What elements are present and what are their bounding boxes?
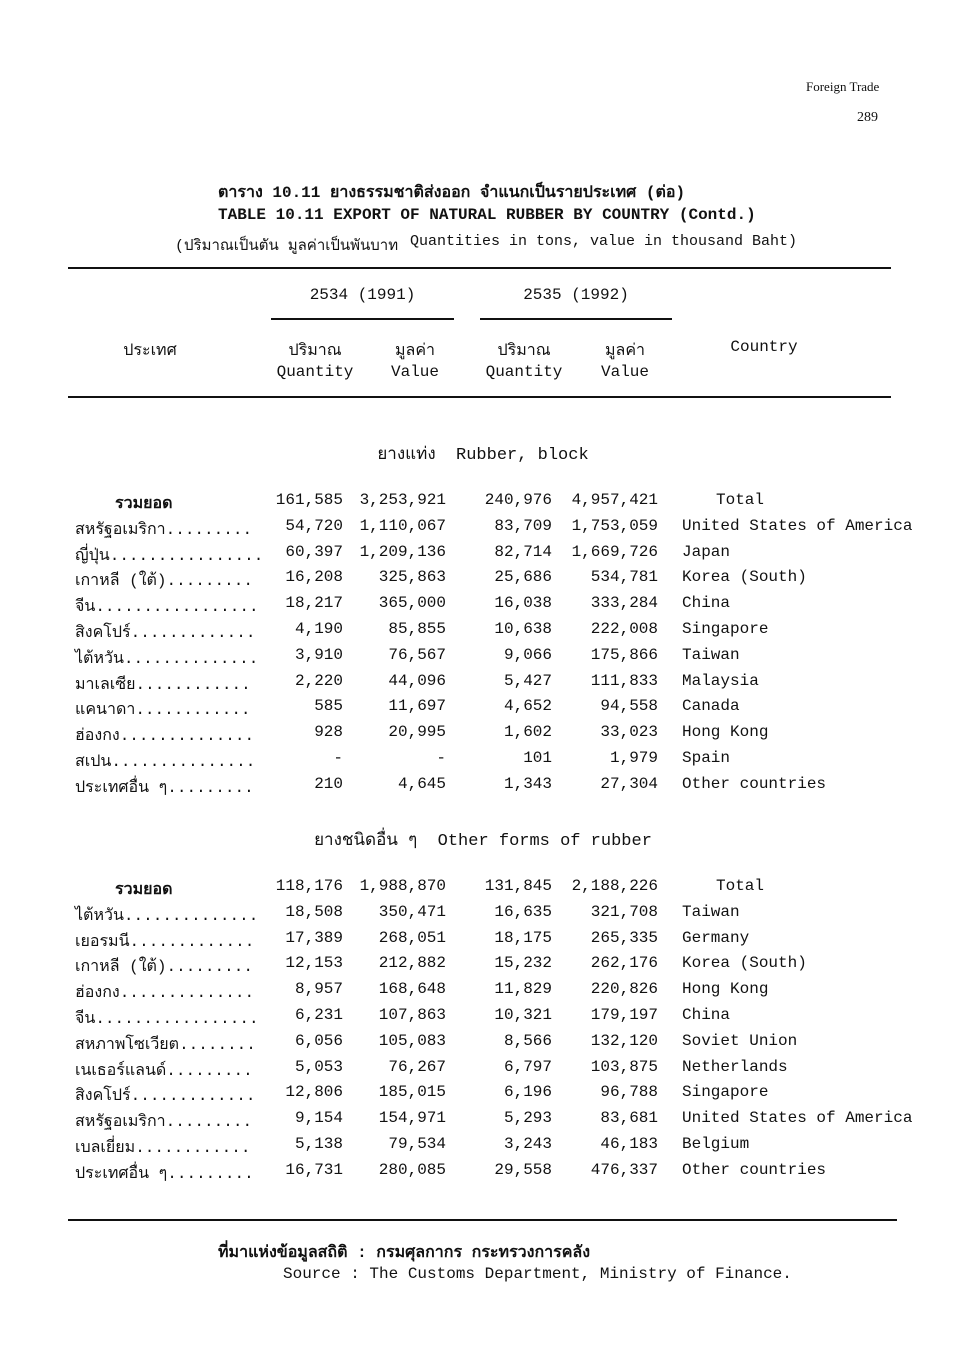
quantity-1992-cell: 3,243	[503, 1135, 552, 1153]
country-thai-cell: ประเทศอื่น ๆ.........	[75, 778, 254, 797]
country-thai-cell: เบลเยี่ยม............	[75, 1139, 251, 1157]
value-1992-cell: 94,558	[600, 697, 658, 716]
quantity-1991-cell: 12,153	[285, 954, 343, 973]
country-en-cell: China	[682, 1006, 731, 1024]
quantity-1992-cell: 240,976	[484, 491, 552, 509]
value-1991-cell: 280,085	[378, 1160, 446, 1179]
quantity-1992-cell: 5,427	[503, 671, 552, 690]
table-row	[0, 491, 966, 517]
country-en-cell: Germany	[682, 928, 750, 947]
table-row	[0, 620, 966, 646]
value-1991-cell: 4,645	[397, 774, 446, 793]
section-title-en: Other forms of rubber	[437, 832, 652, 851]
value-1991-cell: 1,209,136	[359, 542, 446, 561]
quantity-1991-cell: -	[333, 749, 343, 767]
country-thai-cell: รวมยอด	[115, 495, 173, 513]
units-thai: (ปริมาณเป็นตัน มูลค่าเป็นพันบาท	[175, 238, 399, 255]
value-1991-cell: 20,995	[388, 723, 446, 742]
country-thai-cell: ฮ่องกง..............	[75, 727, 255, 746]
country-en-cell: Taiwan	[682, 645, 740, 664]
value-1992-cell: 321,708	[590, 902, 658, 921]
table-row	[0, 749, 966, 775]
table-row	[0, 646, 966, 672]
value-header-thai-1: มูลค่า	[394, 342, 436, 360]
quantity-1992-cell: 29,558	[494, 1160, 552, 1179]
country-en-cell: Hong Kong	[682, 723, 769, 742]
value-1992-cell: 1,753,059	[571, 516, 658, 535]
quantity-1991-cell: 18,508	[285, 902, 343, 921]
value-1992-cell: 46,183	[600, 1135, 658, 1153]
country-en-cell: United States of America	[682, 516, 913, 535]
value-header-en-1: Value	[390, 363, 439, 381]
table-row	[0, 672, 966, 698]
table-row	[0, 929, 966, 955]
country-thai-cell: จีน.................	[75, 598, 259, 617]
value-1991-cell: 107,863	[378, 1006, 446, 1024]
source-thai: ที่มาแห่งข้อมูลสถิติ : กรมศุลกากร กระทรวงการคลัง	[218, 1244, 591, 1262]
source-english: Source : The Customs Department, Ministry of Finance.	[283, 1265, 792, 1283]
value-1992-cell: 476,337	[590, 1160, 658, 1179]
value-1992-cell: 265,335	[590, 928, 658, 947]
country-thai-cell: ประเทศอื่น ๆ.........	[75, 1164, 254, 1183]
section-title-thai: ยางแท่ง	[377, 446, 436, 465]
country-thai-cell: ไต้หวัน..............	[75, 906, 259, 925]
country-en-cell: Hong Kong	[682, 980, 769, 999]
value-1992-cell: 27,304	[600, 774, 658, 793]
quantity-1991-cell: 9,154	[294, 1109, 343, 1128]
value-1991-cell: 76,267	[388, 1057, 446, 1076]
quantity-1991-cell: 8,957	[294, 980, 343, 999]
value-1992-cell: 222,008	[590, 620, 658, 638]
country-en-cell: Taiwan	[682, 902, 740, 921]
table-row	[0, 1058, 966, 1084]
value-1992-cell: 179,197	[590, 1006, 658, 1024]
value-1992-cell: 534,781	[590, 568, 658, 587]
quantity-1991-cell: 6,231	[294, 1006, 343, 1024]
table-row	[0, 594, 966, 620]
value-1992-cell: 132,120	[590, 1031, 658, 1050]
value-1992-cell: 333,284	[590, 594, 658, 613]
units-english: Quantities in tons, value in thousand Baht)	[410, 233, 798, 250]
country-thai-cell: เกาหลี (ใต้).........	[75, 958, 253, 977]
table-row	[0, 1109, 966, 1135]
table-row	[0, 543, 966, 569]
quantity-1992-cell: 18,175	[494, 928, 552, 947]
quantity-1991-cell: 18,217	[285, 594, 343, 613]
value-1991-cell: 76,567	[388, 645, 446, 664]
quantity-1992-cell: 25,686	[494, 568, 552, 587]
value-1992-cell: 262,176	[590, 954, 658, 973]
table-row	[0, 877, 966, 903]
quantity-1991-cell: 60,397	[285, 542, 343, 561]
quantity-1991-cell: 161,585	[275, 491, 343, 509]
table-row	[0, 954, 966, 980]
table-row	[0, 775, 966, 801]
country-en-cell: Korea (South)	[682, 568, 807, 587]
country-en-cell: Other countries	[682, 1160, 827, 1179]
year-underline-1991	[271, 318, 454, 320]
value-1991-cell: 365,000	[378, 594, 446, 613]
country-en-cell: China	[682, 594, 731, 613]
quantity-1991-cell: 5,138	[294, 1135, 343, 1153]
value-header-en-2: Value	[600, 363, 649, 381]
quantity-1991-cell: 3,910	[294, 645, 343, 664]
quantity-1992-cell: 5,293	[503, 1109, 552, 1128]
value-1991-cell: 350,471	[378, 902, 446, 921]
country-en-cell: Total	[716, 491, 765, 509]
quantity-1991-cell: 4,190	[294, 620, 343, 638]
country-thai-cell: สหรัฐอเมริกา.........	[75, 520, 253, 539]
value-1991-cell: 168,648	[378, 980, 446, 999]
quantity-header-thai-1: ปริมาณ	[288, 342, 342, 360]
quantity-1992-cell: 1,602	[503, 723, 552, 742]
quantity-1992-cell: 6,797	[503, 1057, 552, 1076]
quantity-1992-cell: 10,321	[494, 1006, 552, 1024]
quantity-1992-cell: 8,566	[503, 1031, 552, 1050]
country-en-cell: Netherlands	[682, 1057, 788, 1076]
value-1991-cell: 268,051	[378, 928, 446, 947]
quantity-1992-cell: 11,829	[494, 980, 552, 999]
quantity-1992-cell: 16,038	[494, 594, 552, 613]
quantity-1992-cell: 83,709	[494, 516, 552, 535]
quantity-1992-cell: 4,652	[503, 697, 552, 716]
quantity-1991-cell: 54,720	[285, 516, 343, 535]
value-1992-cell: 96,788	[600, 1083, 658, 1102]
value-1992-cell: 103,875	[590, 1057, 658, 1076]
country-thai-cell: แคนาดา............	[75, 701, 251, 720]
quantity-1992-cell: 15,232	[494, 954, 552, 973]
table-row	[0, 903, 966, 929]
quantity-1991-cell: 928	[314, 723, 343, 742]
country-en-cell: Total	[716, 877, 765, 895]
table-row	[0, 517, 966, 543]
table-row	[0, 980, 966, 1006]
value-1992-cell: 4,957,421	[571, 491, 658, 509]
quantity-1991-cell: 2,220	[294, 671, 343, 690]
value-1991-cell: 44,096	[388, 671, 446, 690]
section-title-other-forms	[0, 826, 966, 853]
country-thai-cell: มาเลเซีย............	[75, 675, 251, 694]
quantity-1992-cell: 16,635	[494, 902, 552, 921]
value-1992-cell: 2,188,226	[571, 877, 658, 895]
quantity-1992-cell: 1,343	[503, 774, 552, 793]
country-thai-cell: สหรัฐอเมริกา.........	[75, 1113, 253, 1132]
country-en-cell: Other countries	[682, 774, 827, 793]
value-1991-cell: 105,083	[378, 1031, 446, 1050]
table-row	[0, 723, 966, 749]
country-thai-cell: ไต้หวัน..............	[75, 649, 259, 668]
country-en-cell: United States of America	[682, 1109, 913, 1128]
quantity-1992-cell: 9,066	[503, 645, 552, 664]
value-1992-cell: 83,681	[600, 1109, 658, 1128]
section-title-rubber-block	[0, 440, 966, 467]
value-1991-cell: 325,863	[378, 568, 446, 587]
value-1992-cell: 220,826	[590, 980, 658, 999]
country-thai-cell: เกาหลี (ใต้).........	[75, 572, 253, 591]
value-1992-cell: 175,866	[590, 645, 658, 664]
country-thai-cell: สหภาพโซเวียต........	[75, 1035, 256, 1054]
value-1991-cell: -	[436, 749, 446, 767]
country-thai-cell: ฮ่องกง..............	[75, 984, 255, 1003]
table-row	[0, 1161, 966, 1187]
page-number: 289	[857, 110, 878, 125]
quantity-1991-cell: 210	[314, 774, 343, 793]
quantity-1992-cell: 131,845	[484, 877, 552, 895]
year-header-1991: 2534 (1991)	[309, 286, 416, 304]
country-en-cell: Spain	[682, 749, 731, 767]
value-1991-cell: 11,697	[388, 697, 446, 716]
country-header-thai: ประเทศ	[123, 342, 177, 360]
value-1992-cell: 1,979	[609, 749, 658, 767]
table-row	[0, 1032, 966, 1058]
quantity-1992-cell: 10,638	[494, 620, 552, 638]
country-thai-cell: สเปน...............	[75, 753, 256, 771]
table-row	[0, 697, 966, 723]
value-1991-cell: 1,988,870	[359, 877, 446, 895]
country-thai-cell: เนเธอร์แลนด์.........	[75, 1061, 253, 1080]
table-row	[0, 1135, 966, 1161]
value-1991-cell: 1,110,067	[359, 516, 446, 535]
value-1991-cell: 85,855	[388, 620, 446, 638]
value-1991-cell: 79,534	[388, 1135, 446, 1153]
quantity-1992-cell: 101	[523, 749, 552, 767]
country-header-en: Country	[730, 338, 798, 356]
table-title-thai: ตาราง 10.11 ยางธรรมชาติส่งออก จำแนกเป็นรายประเทศ (ต่อ)	[218, 184, 686, 202]
country-en-cell: Malaysia	[682, 671, 759, 690]
country-en-cell: Canada	[682, 697, 740, 716]
country-thai-cell: สิงคโปร์.............	[75, 624, 256, 642]
header-bottom-rule	[68, 396, 891, 398]
country-thai-cell: เยอรมนี.............	[75, 932, 255, 951]
country-en-cell: Korea (South)	[682, 954, 807, 973]
quantity-1991-cell: 118,176	[275, 877, 343, 895]
quantity-1991-cell: 16,731	[285, 1160, 343, 1179]
country-en-cell: Singapore	[682, 620, 769, 638]
value-1991-cell: 185,015	[378, 1083, 446, 1102]
page-section-label: Foreign Trade	[806, 79, 880, 94]
quantity-1991-cell: 16,208	[285, 568, 343, 587]
table-title-english: TABLE 10.11 EXPORT OF NATURAL RUBBER BY COUNTRY (Contd.)	[218, 206, 756, 224]
quantity-1991-cell: 17,389	[285, 928, 343, 947]
quantity-1992-cell: 82,714	[494, 542, 552, 561]
value-1992-cell: 111,833	[590, 671, 658, 690]
quantity-header-thai-2: ปริมาณ	[497, 342, 551, 360]
country-thai-cell: สิงคโปร์.............	[75, 1087, 256, 1106]
country-en-cell: Japan	[682, 542, 731, 561]
quantity-1991-cell: 12,806	[285, 1083, 343, 1102]
year-header-1992: 2535 (1992)	[523, 286, 629, 304]
value-1992-cell: 33,023	[600, 723, 658, 742]
quantity-1991-cell: 6,056	[294, 1031, 343, 1050]
table-row	[0, 1006, 966, 1032]
value-1991-cell: 154,971	[378, 1109, 446, 1128]
quantity-1992-cell: 6,196	[503, 1083, 552, 1102]
country-thai-cell: รวมยอด	[115, 881, 173, 899]
country-thai-cell: ญี่ปุ่น................	[75, 546, 264, 565]
value-1991-cell: 3,253,921	[359, 491, 446, 509]
value-1991-cell: 212,882	[378, 954, 446, 973]
table-row	[0, 568, 966, 594]
table-top-rule	[68, 267, 891, 269]
table-bottom-rule	[68, 1219, 897, 1221]
quantity-1991-cell: 5,053	[294, 1057, 343, 1076]
table-row	[0, 1083, 966, 1109]
value-1992-cell: 1,669,726	[571, 542, 658, 561]
quantity-header-en-2: Quantity	[485, 363, 563, 381]
country-thai-cell: จีน.................	[75, 1010, 259, 1028]
country-en-cell: Soviet Union	[682, 1031, 798, 1050]
country-en-cell: Belgium	[682, 1135, 750, 1153]
year-underline-1992	[480, 318, 672, 320]
quantity-header-en-1: Quantity	[276, 363, 354, 381]
country-en-cell: Singapore	[682, 1083, 769, 1102]
value-header-thai-2: มูลค่า	[604, 342, 646, 360]
section-title-en: Rubber, block	[456, 446, 589, 465]
quantity-1991-cell: 585	[314, 697, 343, 716]
section-title-thai: ยางชนิดอื่น ๆ	[314, 832, 418, 851]
